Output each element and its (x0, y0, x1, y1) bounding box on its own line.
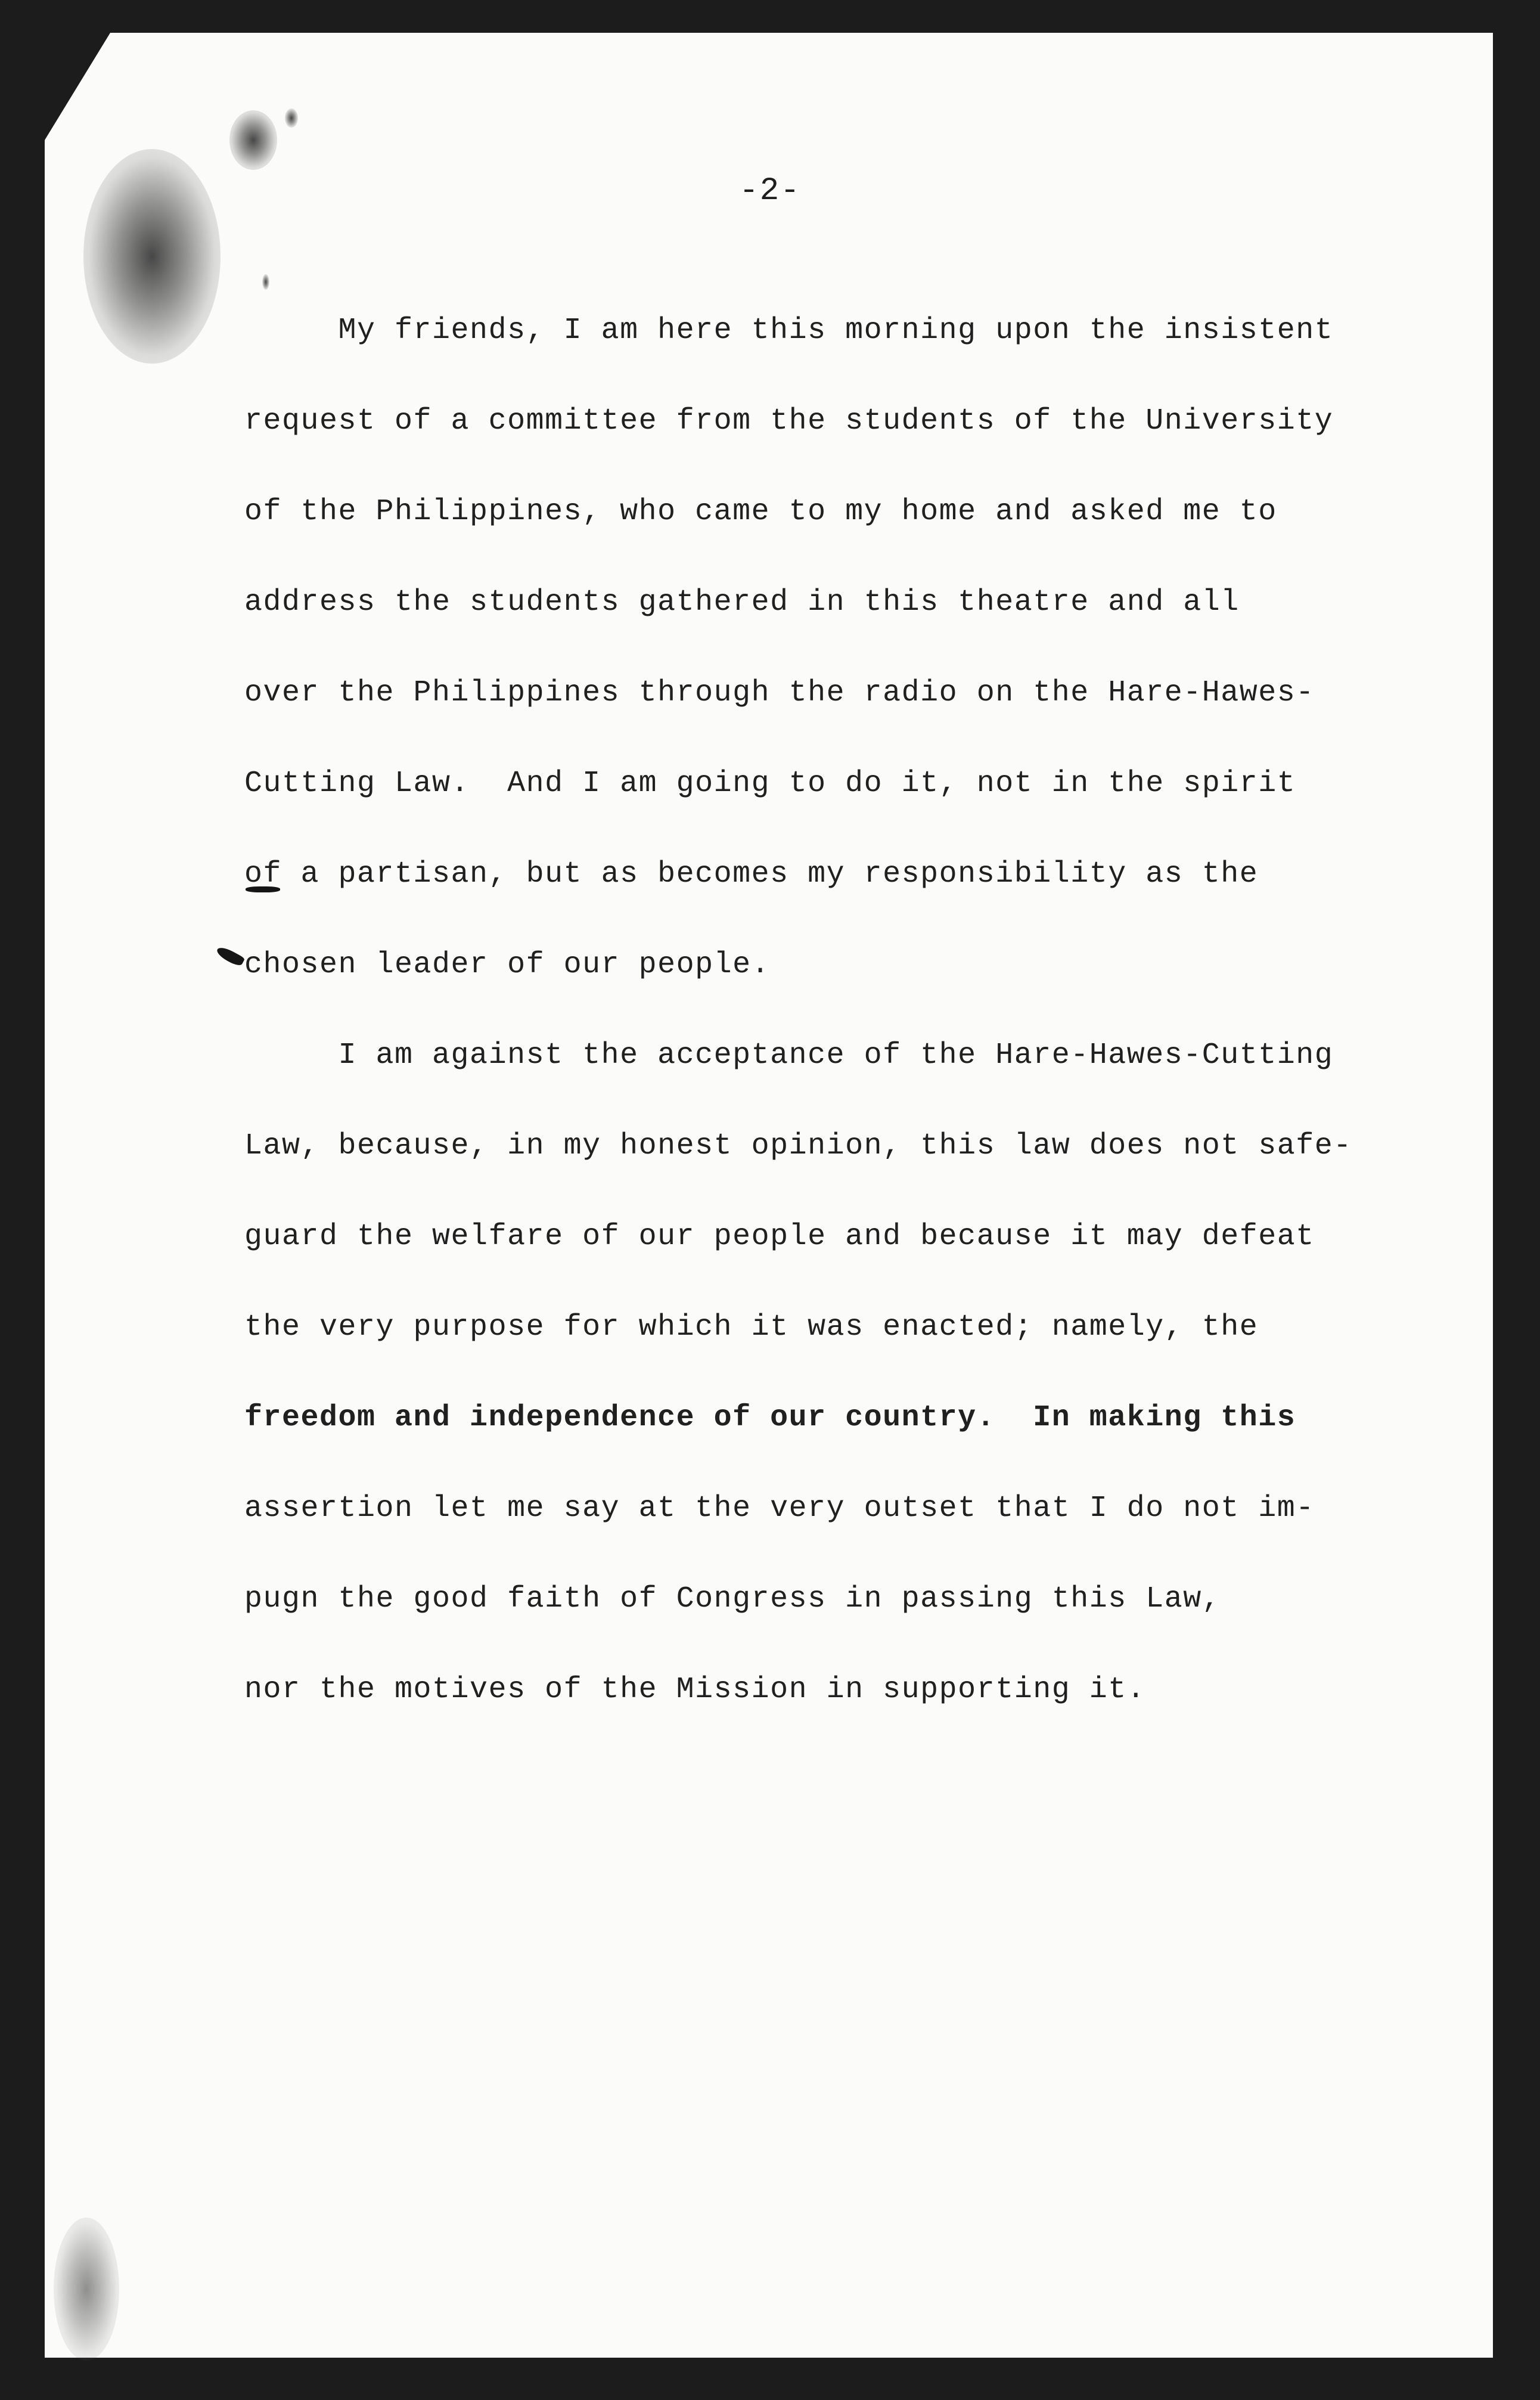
text-line: address the students gathered in this theatre and all (244, 585, 1240, 619)
paragraph-2 (244, 1026, 1377, 1751)
text-line: nor the motives of the Mission in supporting it. (244, 1673, 1146, 1707)
text-line: My friends, I am here this morning upon the insistent (244, 314, 1334, 348)
text-line: Cutting Law. And I am going to do it, not in the spirit (244, 767, 1296, 801)
text-line: of a partisan, but as becomes my responsibility as the (244, 857, 1259, 891)
page-number: -2- (739, 173, 801, 209)
text-line: the very purpose for which it was enacted; namely, the (244, 1310, 1259, 1344)
paragraph-1 (244, 301, 1377, 1026)
typewritten-speech (244, 301, 1377, 1751)
text-line: request of a committee from the students of the University (244, 404, 1334, 438)
ink-speck (262, 274, 269, 290)
bottom-corner-smudge (54, 2218, 119, 2361)
text-line: Law, because, in my honest opinion, this law does not safe- (244, 1129, 1352, 1163)
text-line: guard the welfare of our people and because it may defeat (244, 1220, 1315, 1254)
ink-dot (285, 108, 298, 128)
text-line: over the Philippines through the radio on the Hare-Hawes- (244, 676, 1315, 710)
text-line: pugn the good faith of Congress in passing this Law, (244, 1582, 1221, 1616)
text-line: assertion let me say at the very outset that I do not im- (244, 1492, 1315, 1525)
ink-blot (229, 110, 277, 170)
text-line: I am against the acceptance of the Hare-Hawes-Cutting (244, 1038, 1334, 1072)
text-line: freedom and independence of our country. In making this (244, 1401, 1296, 1435)
text-line: of the Philippines, who came to my home and asked me to (244, 495, 1277, 529)
text-line: chosen leader of our people. (244, 948, 771, 982)
